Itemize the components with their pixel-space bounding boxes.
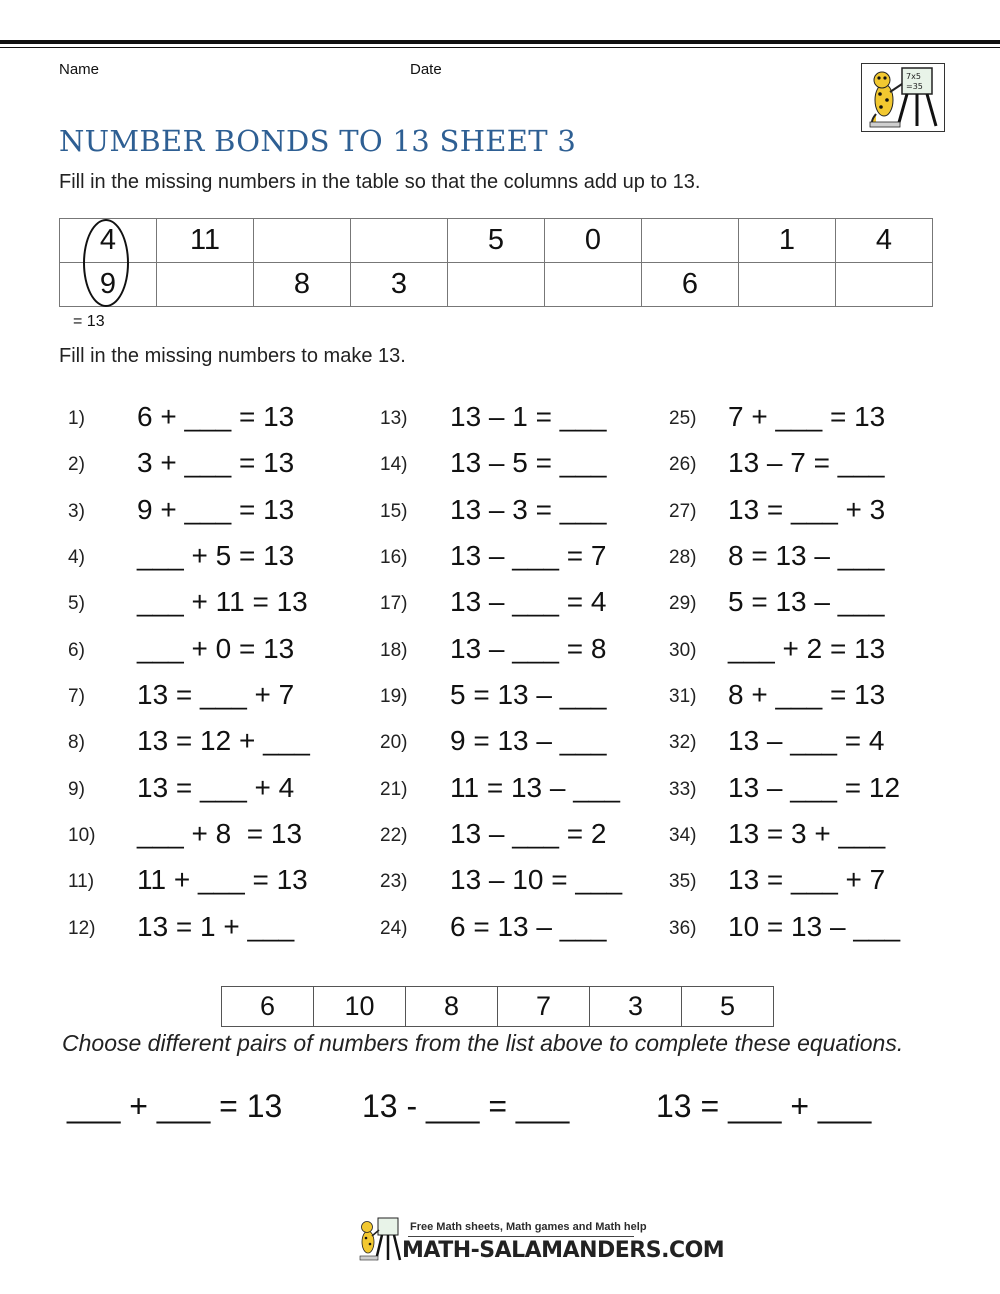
- table-cell[interactable]: [836, 263, 933, 307]
- question-equation[interactable]: 13 – ___ = 8: [450, 633, 607, 664]
- table-cell[interactable]: [448, 263, 545, 307]
- question-equation[interactable]: ___ + 8 = 13: [137, 818, 303, 849]
- question-number: 28): [669, 547, 697, 568]
- table-cell: 4: [60, 219, 157, 263]
- question-number: 20): [380, 732, 408, 753]
- worksheet-title: NUMBER BONDS TO 13 SHEET 3: [59, 124, 577, 158]
- table-cell: 3: [351, 263, 448, 307]
- date-label: Date: [410, 61, 442, 78]
- question-equation[interactable]: 13 = ___ + 7: [137, 679, 295, 710]
- question-number: 35): [669, 871, 697, 892]
- question-equation[interactable]: 13 – 3 = ___: [450, 494, 607, 525]
- question-equation[interactable]: 13 – 1 = ___: [450, 401, 607, 432]
- choice-cell: 6: [222, 987, 314, 1027]
- table-cell[interactable]: [254, 219, 351, 263]
- question-number: 31): [669, 686, 697, 707]
- table-row: [222, 987, 774, 1027]
- table-cell: 1: [739, 219, 836, 263]
- question-equation[interactable]: 13 = 3 + ___: [728, 818, 886, 849]
- question-equation[interactable]: 5 = 13 – ___: [450, 679, 607, 710]
- question-equation[interactable]: 7 + ___ = 13: [728, 401, 886, 432]
- question-equation[interactable]: 9 + ___ = 13: [137, 494, 295, 525]
- question-number: 21): [380, 779, 408, 800]
- name-label: Name: [59, 61, 100, 78]
- question-equation[interactable]: 13 – 5 = ___: [450, 447, 607, 478]
- question-number: 15): [380, 501, 408, 522]
- table-row-top: [60, 219, 933, 263]
- question-equation[interactable]: 13 – ___ = 12: [728, 772, 901, 803]
- logo-board-text-1: 7x5: [906, 72, 921, 81]
- question-number: 9): [68, 779, 85, 800]
- question-number: 25): [669, 408, 697, 429]
- table-cell: 0: [545, 219, 642, 263]
- table-cell: 6: [642, 263, 739, 307]
- question-equation[interactable]: 13 – ___ = 7: [450, 540, 607, 571]
- final-equation-2[interactable]: 13 - ___ = ___: [362, 1088, 570, 1124]
- top-border-thin: [0, 47, 1000, 48]
- question-number: 6): [68, 640, 85, 661]
- table-cell[interactable]: [545, 263, 642, 307]
- question-equation[interactable]: 13 = ___ + 3: [728, 494, 886, 525]
- number-choice-list: [221, 986, 774, 1027]
- table-cell: 11: [157, 219, 254, 263]
- question-number: 10): [68, 825, 96, 846]
- question-equation[interactable]: 6 + ___ = 13: [137, 401, 295, 432]
- question-number: 7): [68, 686, 85, 707]
- question-equation[interactable]: 13 = ___ + 7: [728, 864, 886, 895]
- question-number: 5): [68, 593, 85, 614]
- question-number: 23): [380, 871, 408, 892]
- salamander-icon: [862, 64, 944, 131]
- top-border-thick: [0, 40, 1000, 44]
- pairs-instruction: Choose different pairs of numbers from the list above to complete these equations.: [62, 1030, 904, 1056]
- question-number: 34): [669, 825, 697, 846]
- question-equation[interactable]: 13 = 1 + ___: [137, 911, 295, 942]
- question-number: 36): [669, 918, 697, 939]
- choice-cell: 3: [590, 987, 682, 1027]
- question-number: 16): [380, 547, 408, 568]
- table-row-bottom: [60, 263, 933, 307]
- choice-cell: 7: [498, 987, 590, 1027]
- question-number: 14): [380, 454, 408, 475]
- table-cell: 4: [836, 219, 933, 263]
- table-cell[interactable]: [157, 263, 254, 307]
- table-cell: 8: [254, 263, 351, 307]
- question-equation[interactable]: 8 = 13 – ___: [728, 540, 885, 571]
- question-equation[interactable]: 3 + ___ = 13: [137, 447, 295, 478]
- question-equation[interactable]: 8 + ___ = 13: [728, 679, 886, 710]
- question-number: 2): [68, 454, 85, 475]
- question-equation[interactable]: 13 = 12 + ___: [137, 725, 310, 756]
- question-number: 27): [669, 501, 697, 522]
- final-equation-1[interactable]: ___ + ___ = 13: [67, 1088, 283, 1124]
- table-cell[interactable]: [642, 219, 739, 263]
- question-number: 26): [669, 454, 697, 475]
- question-number: 29): [669, 593, 697, 614]
- example-note: = 13: [73, 313, 105, 330]
- question-equation[interactable]: ___ + 11 = 13: [137, 586, 308, 617]
- question-number: 24): [380, 918, 408, 939]
- choice-cell: 5: [682, 987, 774, 1027]
- example-ellipse: [83, 219, 129, 307]
- footer-tagline: Free Math sheets, Math games and Math help: [410, 1221, 647, 1233]
- question-equation[interactable]: 11 = 13 – ___: [450, 772, 620, 803]
- footer-divider: [408, 1236, 634, 1237]
- question-equation[interactable]: 13 – 10 = ___: [450, 864, 623, 895]
- table-cell: 5: [448, 219, 545, 263]
- choice-cell: 8: [406, 987, 498, 1027]
- logo-board-text-2: =35: [906, 82, 923, 91]
- question-number: 3): [68, 501, 85, 522]
- question-equation[interactable]: ___ + 2 = 13: [728, 633, 886, 664]
- question-equation[interactable]: 13 – ___ = 2: [450, 818, 607, 849]
- question-equation[interactable]: ___ + 0 = 13: [137, 633, 295, 664]
- question-number: 11): [68, 871, 95, 892]
- number-bond-table: [59, 218, 933, 307]
- final-equation-3[interactable]: 13 = ___ + ___: [656, 1088, 872, 1124]
- question-equation[interactable]: 11 + ___ = 13: [137, 864, 308, 895]
- table-cell: 9: [60, 263, 157, 307]
- question-equation[interactable]: 13 – 7 = ___: [728, 447, 885, 478]
- question-number: 19): [380, 686, 408, 707]
- question-number: 4): [68, 547, 85, 568]
- footer-salamander-icon: [356, 1216, 402, 1262]
- question-equation[interactable]: 13 – ___ = 4: [450, 586, 607, 617]
- question-equation[interactable]: 13 – ___ = 4: [728, 725, 885, 756]
- equations-instruction: Fill in the missing numbers to make 13.: [59, 345, 406, 367]
- table-instruction: Fill in the missing numbers in the table so that the columns add up to 13.: [59, 171, 701, 193]
- question-equation[interactable]: 9 = 13 – ___: [450, 725, 607, 756]
- question-equation[interactable]: 5 = 13 – ___: [728, 586, 885, 617]
- question-number: 33): [669, 779, 697, 800]
- question-number: 18): [380, 640, 408, 661]
- question-number: 22): [380, 825, 408, 846]
- footer-site-link[interactable]: MATH-SALAMANDERS.COM: [402, 1238, 725, 1263]
- question-equation[interactable]: 13 = ___ + 4: [137, 772, 295, 803]
- choice-cell: 10: [314, 987, 406, 1027]
- salamander-teacher-logo: [861, 63, 945, 132]
- question-number: 12): [68, 918, 96, 939]
- question-number: 30): [669, 640, 697, 661]
- question-number: 1): [68, 408, 85, 429]
- question-number: 13): [380, 408, 408, 429]
- question-number: 17): [380, 593, 408, 614]
- question-number: 32): [669, 732, 697, 753]
- table-cell[interactable]: [739, 263, 836, 307]
- question-equation[interactable]: ___ + 5 = 13: [137, 540, 295, 571]
- question-equation[interactable]: 6 = 13 – ___: [450, 911, 607, 942]
- question-equation[interactable]: 10 = 13 – ___: [728, 911, 901, 942]
- question-number: 8): [68, 732, 85, 753]
- table-cell[interactable]: [351, 219, 448, 263]
